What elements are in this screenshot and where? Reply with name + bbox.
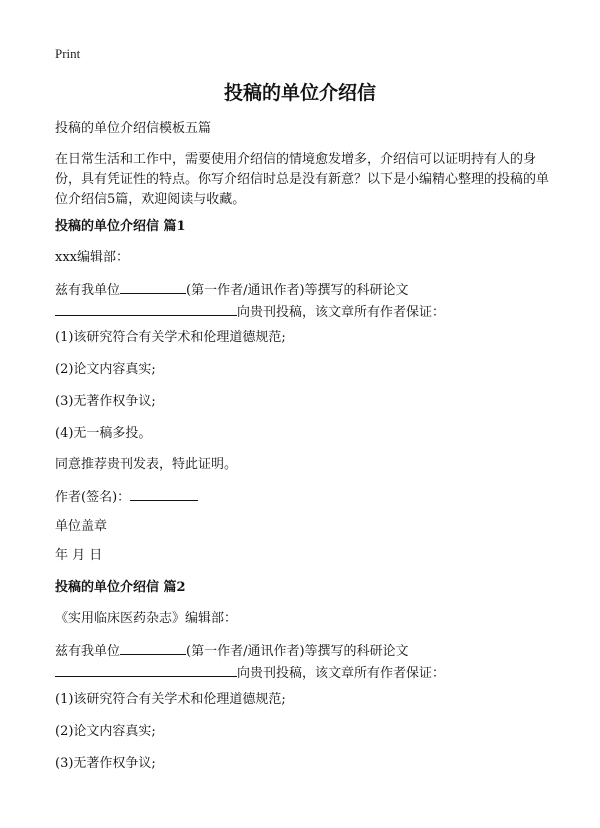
article1-item-4: (4)无一稿多投。	[55, 426, 152, 441]
article2-body-part1: 兹有我单位	[55, 644, 121, 659]
article1-recipient: xxx编辑部：	[55, 250, 129, 265]
article2-heading: 投稿的单位介绍信 篇2	[55, 580, 186, 595]
article1-body-part2: (第一作者/通讯作者)等撰写的科研论文	[186, 283, 409, 298]
article2-body	[55, 640, 550, 684]
article2-item-2: (2)论文内容真实;	[55, 724, 156, 739]
paper-title-blank	[55, 662, 237, 677]
article1-body-part3: 向贵刊投稿，该文章所有作者保证：	[237, 305, 446, 320]
page-title: 投稿的单位介绍信	[223, 82, 376, 104]
author-name-blank	[120, 279, 186, 294]
signature-blank	[130, 486, 198, 501]
paper-title-blank	[55, 301, 237, 316]
article1-recommend: 同意推荐贵刊发表，特此证明。	[55, 457, 238, 472]
article2-body-part2: (第一作者/通讯作者)等撰写的科研论文	[186, 644, 409, 659]
article1-item-1: (1)该研究符合有关学术和伦理道德规范;	[55, 330, 286, 345]
article2-recipient: 《实用临床医药杂志》编辑部：	[55, 611, 238, 626]
article1-author-sign	[55, 486, 550, 508]
print-label: Print	[55, 46, 81, 61]
author-name-blank	[120, 640, 186, 655]
author-sign-label: 作者(签名)：	[55, 490, 131, 505]
article1-body-part1: 兹有我单位	[55, 283, 121, 298]
article1-date: 年 月 日	[55, 548, 103, 563]
article2-item-1: (1)该研究符合有关学术和伦理道德规范;	[55, 692, 286, 707]
article1-heading: 投稿的单位介绍信 篇1	[55, 219, 186, 234]
article2-body-part3: 向贵刊投稿，该文章所有作者保证：	[237, 666, 446, 681]
article1-seal: 单位盖章	[55, 519, 108, 534]
intro-paragraph: 在日常生活和工作中，需要使用介绍信的情境愈发增多，介绍信可以证明持有人的身份，具有凭证性的特点。你写介绍信时总是没有新意？以下是小编精心整理的投稿的单位介绍信5篇，欢迎阅读与收藏。	[55, 152, 550, 207]
article1-item-3: (3)无著作权争议;	[55, 394, 156, 409]
intro-subtitle: 投稿的单位介绍信模板五篇	[55, 121, 212, 136]
article2-item-3: (3)无著作权争议;	[55, 756, 156, 771]
article1-item-2: (2)论文内容真实;	[55, 362, 156, 377]
article1-body	[55, 279, 550, 323]
